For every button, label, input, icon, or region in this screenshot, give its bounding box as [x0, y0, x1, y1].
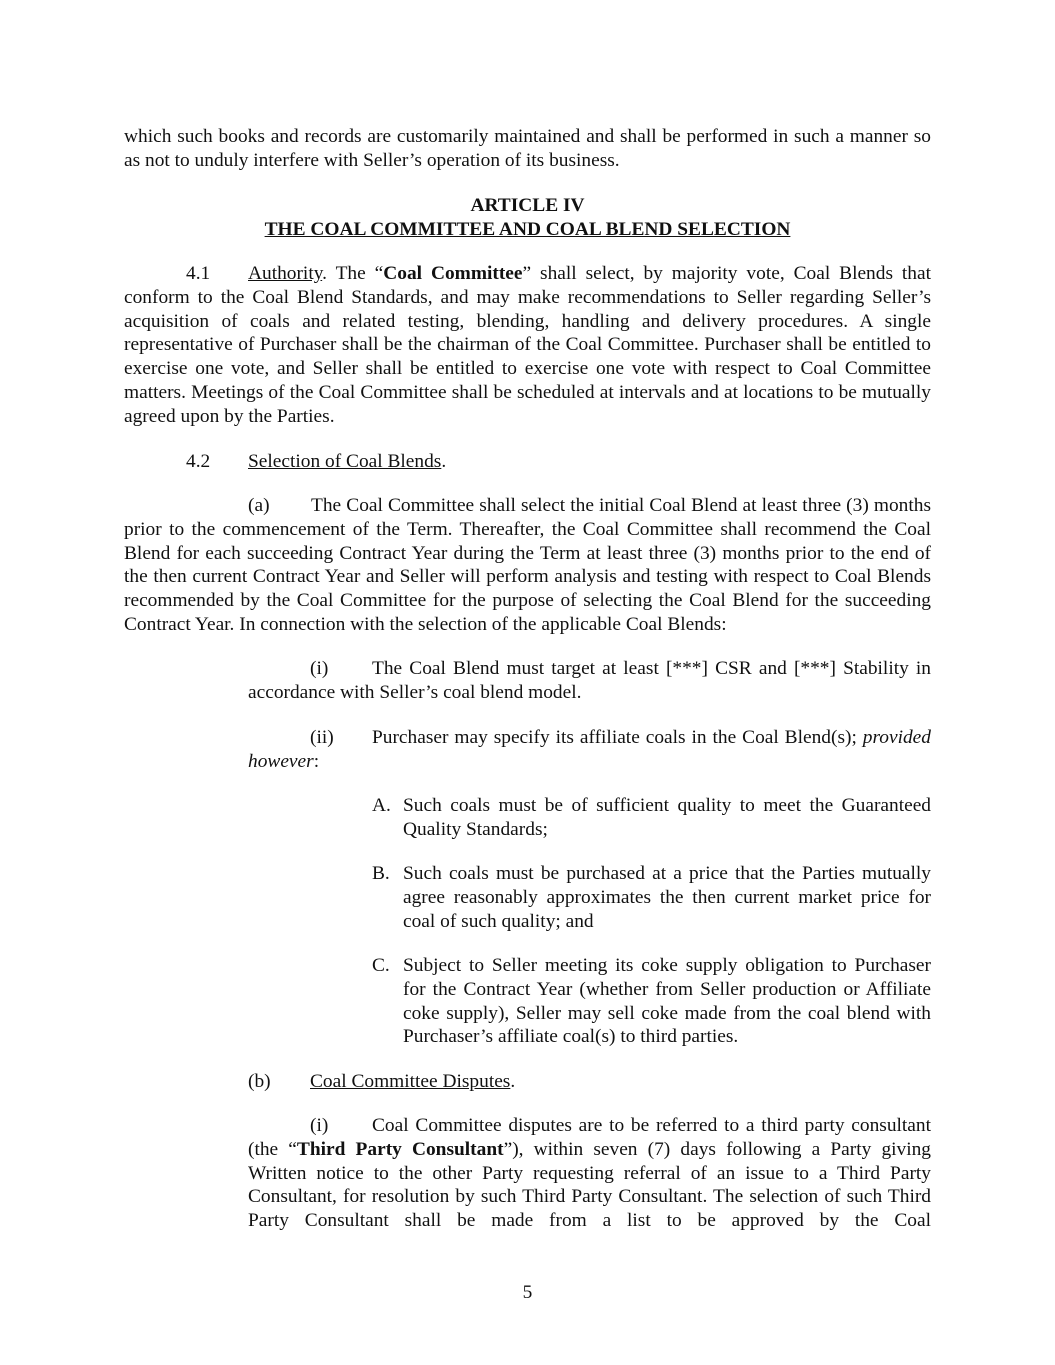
paragraph-a-i-text: The Coal Blend must target at least [***] CSR and [***] Stability in accordance with Seller’s coal blend model.: [248, 658, 931, 703]
section-4-1-text-b: ” shall select, by majority vote, Coal Blends that conform to the Coal Blend Standards, and may make recommendations to Seller regarding Seller’s acquisition of coals and related testing, blending, handling and delivery procedures. A single representative of Purchaser shall be the chairman of the Coal Committee. Purchaser shall be entitled to exercise one vote, and Seller shall be entitled to exercise one vote with respect to Coal Committee matters. Meetings of the Coal Committee shall be scheduled at intervals and at locations to be mutually agreed upon by the Parties.: [124, 263, 931, 427]
paragraph-a-ii-italic: provided however: [248, 727, 931, 772]
item-b-label: B.: [372, 863, 390, 884]
paragraph-b-heading-line: [310, 1070, 515, 1094]
paragraph-b-i-defined-term: Third Party Consultant: [296, 1138, 504, 1160]
section-4-1-number: 4.1: [186, 263, 211, 284]
paragraph-b-i: [248, 1114, 931, 1233]
paragraph-a: [124, 494, 931, 637]
item-a-label: A.: [372, 795, 391, 816]
paragraph-b-heading-end: .: [510, 1071, 516, 1092]
paragraph-b-label: (b): [248, 1071, 271, 1092]
paragraph-b-i-label: (i): [310, 1115, 329, 1136]
article-number: ARTICLE IV: [470, 195, 585, 216]
section-4-2-number: 4.2: [186, 451, 211, 472]
paragraph-a-ii-end: :: [313, 750, 320, 772]
item-b-text: Such coals must be purchased at a price that the Parties mutually agree reasonably approximates the then current market price for coal of such quality; and: [403, 863, 931, 932]
paragraph-a-label: (a): [248, 495, 270, 516]
section-4-1: [124, 262, 931, 429]
section-4-1-text-a: . The “: [322, 263, 384, 284]
section-4-1-heading: Authority: [248, 263, 323, 284]
paragraph-b-i-text-b: ”), within seven (7) days following a Party giving Written notice to the other Party requesting referral of an issue to a Third Party Consultant, for resolution by such Third Party Consultant. The selection of such Third Party Consultant shall be made from a list to be approved by the Coal: [248, 1138, 931, 1232]
paragraph-a-ii-text: Purchaser may specify its affiliate coals in the Coal Blend(s);: [372, 727, 863, 748]
paragraph-a-text: The Coal Committee shall select the initial Coal Blend at least three (3) months prior to the commencement of the Term. Thereafter, the Coal Committee shall recommend the Coal Blend for each succeeding Contract Year during the Term at least three (3) months prior to the end of the then current Contract Year and Seller will perform analysis and testing with respect to Coal Blends recommended by the Coal Committee for the purpose of selecting the Coal Blend for the succeeding Contract Year. In connection with the selection of the applicable Coal Blends:: [124, 495, 931, 635]
paragraph-a-ii: [248, 726, 931, 774]
article-title: [124, 218, 931, 242]
item-c-text: Subject to Seller meeting its coke supply obligation to Purchaser for the Contract Year (whether from Seller production or Affiliate coke supply), Seller may sell coke made from the coal blend with Purchaser’s affiliate coal(s) to third parties.: [403, 955, 931, 1048]
item-c-label: C.: [372, 955, 390, 976]
paragraph-a-i-label: (i): [310, 658, 329, 679]
paragraph-a-ii-label: (ii): [310, 727, 334, 748]
paragraph-a-i: [248, 657, 931, 705]
section-4-1-defined-term: Coal Committee: [383, 263, 523, 284]
section-4-2-heading: Selection of Coal Blends: [248, 451, 442, 472]
carryover-paragraph: which such books and records are customarily maintained and shall be performed in such a manner so as not to unduly interfere with Seller’s operation of its business.: [124, 126, 931, 171]
section-4-2-heading-end: .: [441, 451, 447, 472]
item-a-text: Such coals must be of sufficient quality to meet the Guaranteed Quality Standards;: [403, 795, 931, 840]
paragraph-b-i-text-a: Coal Committee disputes are to be referred to a third party consultant (the “: [248, 1115, 931, 1160]
paragraph-b-heading: Coal Committee Disputes: [310, 1071, 511, 1092]
section-4-2-heading-line: [248, 450, 446, 474]
article-title-text: THE COAL COMMITTEE AND COAL BLEND SELECTION: [264, 219, 791, 240]
page-number: 5: [522, 1282, 533, 1303]
